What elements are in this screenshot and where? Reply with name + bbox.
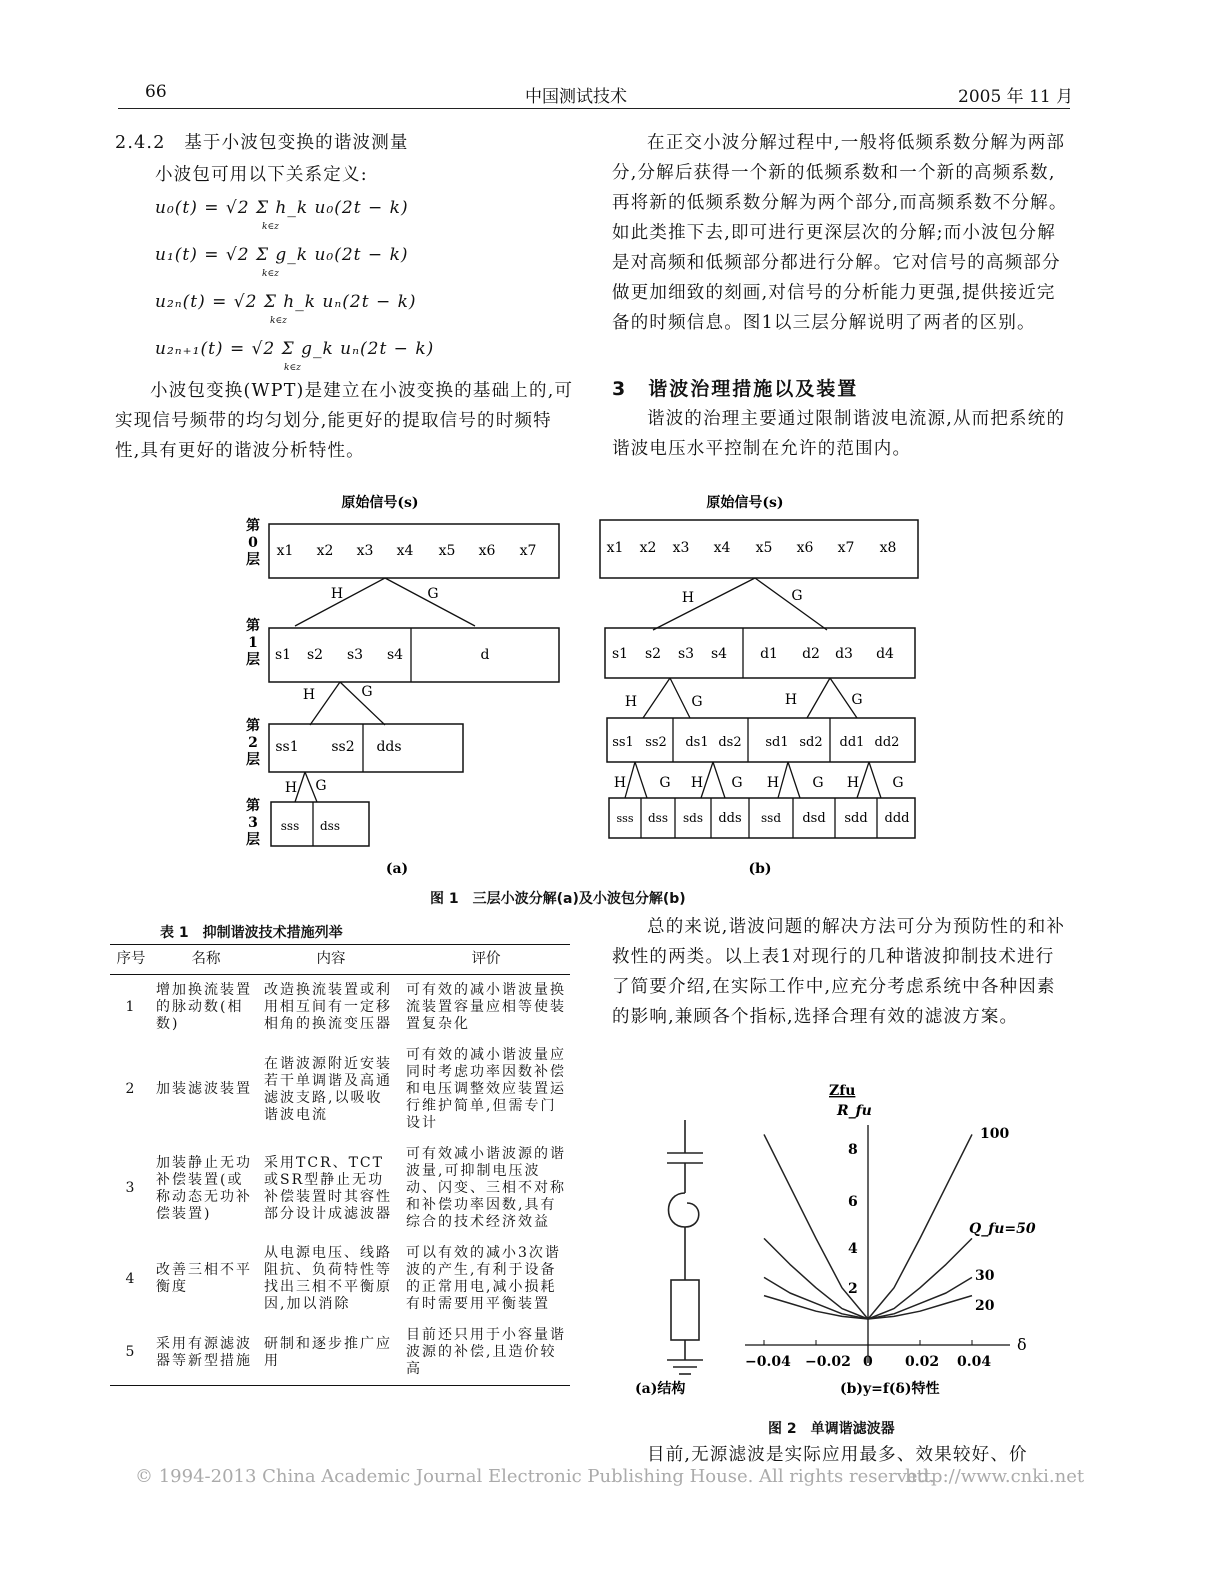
table-header-row: [110, 945, 570, 975]
figure-1-caption: 图 1 三层小波分解(a)及小波包分解(b): [430, 891, 686, 907]
fig1b-l0-cell: x2: [639, 540, 657, 556]
fig2-sub-b: (b)y=f(δ)特性: [840, 1381, 940, 1397]
table-cell: 可有效减小谐波源的谐波量,可抑制电压波动、闪变、三相不对称和补偿功率因数,具有综合的技术经济效益: [406, 1146, 566, 1230]
fig1a-level-2: 第 2 层: [246, 718, 260, 768]
x-tick-label: 0.04: [957, 1354, 992, 1370]
fig1b-l1-cell: d3: [835, 646, 853, 662]
fig1a-l0-cell: x1: [276, 543, 294, 559]
fig1b-l2-cell: ds2: [718, 735, 742, 750]
table-cell: 2: [125, 1081, 137, 1097]
eq-subscript: k∈z: [262, 222, 279, 232]
table-cell: 可有效的减小谐波量换流装置容量应相等使装置复杂化: [406, 982, 566, 1032]
fig1a-l3-cell: sss: [280, 819, 300, 833]
figure-1-diagram: [235, 480, 965, 890]
fig1-sub-a: (a): [385, 861, 409, 877]
section-3-heading: 3 谐波治理措施以及装置: [612, 378, 859, 400]
x-tick-label: −0.04: [745, 1354, 791, 1370]
fig1b-l3-cell: dds: [718, 811, 742, 826]
fig1b-l3-cell: dss: [648, 811, 668, 825]
x-tick-label: −0.02: [805, 1354, 851, 1370]
y-axis-label-1: Zfu: [829, 1083, 856, 1099]
fig1b-G0: G: [791, 588, 803, 604]
intro-text: 小波包可用以下关系定义:: [155, 165, 368, 185]
fig1a-l0-cell: x3: [356, 543, 374, 559]
filter-structure-diagram: [667, 1120, 703, 1374]
fig1b-l0-cell: x6: [796, 540, 814, 556]
fig1b-l2-cell: ss2: [645, 735, 667, 750]
fig1a-l0-cell: x2: [316, 543, 334, 559]
fig1a-l0-cell: x4: [396, 543, 414, 559]
x-tick-label: 0.02: [905, 1354, 940, 1370]
passive-filter-text: 目前,无源滤波是实际应用最多、效果较好、价: [647, 1445, 1028, 1465]
table-cell: 在谐波源附近安装若干单调谐及高通滤波支路,以吸收谐波电流: [264, 1055, 392, 1123]
equation-2: u₁(t) = √2 Σ g_k u₀(2t − k): [155, 245, 409, 265]
fig1b-l2-cell: dd1: [839, 735, 865, 750]
table-row: [110, 1238, 570, 1320]
fig1b-H2: H: [613, 775, 627, 791]
table-cell: 4: [125, 1270, 137, 1287]
fig1a-level0-box: [269, 524, 559, 578]
fig1b-l2-cell: sd1: [765, 735, 789, 750]
fig1b-H2: H: [846, 775, 860, 791]
table-cell: 可有效的减小谐波量应同时考虑功率因数补偿和电压调整效应装置运行维护简单,但需专门设计: [406, 1047, 566, 1131]
journal-title: 中国测试技术: [525, 87, 627, 107]
table-header: 评价: [402, 945, 570, 975]
fig1a-H1: H: [302, 687, 316, 703]
fig1b-l0-cell: x8: [879, 540, 897, 556]
figure-2-caption: 图 2 单调谐滤波器: [768, 1421, 895, 1437]
fig1a-H0: H: [330, 586, 344, 602]
fig1a-l1-cell: s2: [306, 647, 324, 663]
y-axis-label-2: R_fu: [837, 1103, 872, 1119]
fig1b-l0-cell: x4: [713, 540, 731, 556]
table-cell: 加装滤波装置: [156, 1081, 252, 1097]
fig1a-branch-0: [295, 578, 475, 626]
fig1b-G2: G: [892, 775, 904, 791]
fig1b-l3-cell: ssd: [761, 811, 781, 825]
fig1a-level0-labels: [277, 543, 537, 559]
equation-3: u₂ₙ(t) = √2 Σ h_k uₙ(2t − k): [155, 292, 417, 312]
fig1b-G2: G: [812, 775, 824, 791]
fig1b-l0-cell: x1: [606, 540, 624, 556]
x-tick-label: 0: [863, 1354, 873, 1370]
fig1a-l0-cell: x5: [438, 543, 456, 559]
fig1b-l1-cell: s4: [710, 646, 728, 662]
curve-label-100: 100: [980, 1126, 1010, 1142]
fig1b-l1-cell: s2: [644, 646, 662, 662]
fig1b-l1-cell: d4: [876, 646, 894, 662]
fig1b-G2: G: [659, 775, 671, 791]
fig1b-l2-cell: ss1: [612, 735, 634, 750]
table-cell: 3: [125, 1180, 137, 1196]
wpt-paragraph-text: 小波包变换(WPT)是建立在小波变换的基础上的,可实现信号频带的均匀划分,能更好的提取信号的时频特性,具有更好的谐波分析特性。: [115, 381, 574, 461]
summary-paragraph-text: 总的来说,谐波问题的解决方法可分为预防性的和补救性的两类。以上表1对现行的几种谐波抑制技术进行了简要介绍,在实际工作中,应充分考虑系统中各种因素的影响,兼顾各个指标,选择合理有效的滤波方案。: [612, 917, 1066, 1027]
harmonic-control-paragraph: [612, 404, 1070, 464]
x-axis-label: δ: [1017, 1335, 1027, 1354]
table-cell: 加装静止无功补偿装置(或称动态无功补偿装置): [156, 1154, 252, 1222]
fig1b-l3-cell: dsd: [802, 811, 826, 826]
table-cell: 5: [110, 1320, 152, 1386]
table-header: 序号: [110, 945, 152, 975]
wpt-paragraph: [115, 376, 575, 466]
header-rule: [118, 108, 1070, 109]
fig1b-l1-cell: d2: [802, 646, 820, 662]
fig1a-l1-cell: s4: [386, 647, 404, 663]
fig1a-l2-cell: ss2: [331, 739, 355, 755]
copyright-footer: © 1994-2013 China Academic Journal Electronic Publishing House. All rights reserved.: [135, 1466, 935, 1487]
fig1a-l2-cell: dds: [376, 739, 402, 755]
fig1b-H1: H: [784, 692, 798, 708]
table-cell: 从电源电压、线路阻抗、负荷特性等找出三相不平衡原因,加以消除: [264, 1245, 392, 1312]
summary-paragraph: [612, 912, 1070, 1032]
fig1b-G2: G: [731, 775, 743, 791]
fig1b-G1: G: [691, 694, 703, 710]
fig1a-level-1: 第 1 层: [246, 618, 260, 668]
fig1a-l3-cell: dss: [320, 819, 340, 833]
section-heading-2-4-2: 2.4.2 基于小波包变换的谐波测量: [115, 133, 409, 153]
fig1b-l2-cell: sd2: [799, 735, 823, 750]
equation-1: u₀(t) = √2 Σ h_k u₀(2t − k): [155, 198, 409, 218]
fig1b-l1-cell: s3: [677, 646, 695, 662]
fig1b-l1-cell: s1: [611, 646, 629, 662]
fig1a-l2-cell: ss1: [275, 739, 299, 755]
fig1a-G2: G: [315, 778, 327, 794]
table-cell: 1: [125, 999, 137, 1015]
fig1b-l3-cell: sss: [616, 812, 634, 825]
eq-subscript: k∈z: [284, 363, 301, 373]
fig1b-title: 原始信号(s): [706, 495, 784, 511]
table-1: [110, 944, 570, 1386]
fig1b-l2-cell: dd2: [874, 735, 900, 750]
fig1b-H1: H: [624, 694, 638, 710]
page-number: 66: [145, 82, 167, 102]
table-cell: 采用TCR、TCT或SR型静止无功补偿装置时其容性部分设计成滤波器: [264, 1154, 392, 1222]
table-cell: 改造换流装置或利用相互间有一定移相角的换流变压器: [264, 982, 392, 1032]
issue-date: 2005 年 11 月: [958, 87, 1074, 107]
fig1-sub-b: (b): [748, 861, 772, 877]
equation-4: u₂ₙ₊₁(t) = √2 Σ g_k uₙ(2t − k): [155, 339, 435, 359]
fig1b-l0-cell: x7: [837, 540, 855, 556]
fig1b-l3-cell: sds: [683, 811, 703, 825]
fig1a-level-0: 第 0 层: [246, 518, 260, 568]
fig1b-l3-cell: sdd: [844, 811, 868, 826]
fig1b-G1: G: [851, 692, 863, 708]
fig1a-l1-cell: s1: [274, 647, 292, 663]
table-header: 名称: [152, 945, 260, 975]
fig1b-l1-cell: d1: [760, 646, 778, 662]
harmonic-control-text: 谐波的治理主要通过限制谐波电流源,从而把系统的谐波电压水平控制在允许的范围内。: [612, 409, 1066, 459]
figure-2: [615, 1075, 1070, 1445]
table-row: [110, 1320, 570, 1386]
eq-subscript: k∈z: [262, 269, 279, 279]
fig1b-l3-cell: ddd: [884, 811, 910, 826]
fig1a-H2: H: [284, 780, 298, 796]
wavelet-paragraph-text: 在正交小波分解过程中,一般将低频系数分解为两部分,分解后获得一个新的低频系数和一个新的高频系数,再将新的低频系数分解为两个部分,而高频系数不分解。如此类推下去,即可进行更深层次的分解;而小波包分解是对高频和低频部分都进行分解。它对信号的高频部分做更加细致的刻画,对信号的分析能力更强,提供接近完备的时频信息。图1以三层分解说明了两者的区别。: [612, 133, 1068, 333]
fig1a-l0-cell: x7: [519, 543, 537, 559]
fig1b-l2-cell: ds1: [685, 735, 709, 750]
table-row: [110, 975, 570, 1041]
fig1a-l1-cell: d: [480, 647, 490, 663]
cnki-url[interactable]: http://www.cnki.net: [905, 1466, 1085, 1487]
fig1b-H2: H: [766, 775, 780, 791]
table-header: 内容: [260, 945, 402, 975]
table-cell: 增加换流装置的脉动数(相数): [156, 982, 252, 1032]
table-cell: 目前还只用于小容量谐波源的补偿,且造价较高: [402, 1320, 570, 1386]
curve-label-20: 20: [975, 1298, 995, 1314]
y-tick-label: 8: [848, 1142, 858, 1158]
fig1a-l1-cell: s3: [346, 647, 364, 663]
fig1a-G1: G: [361, 684, 373, 700]
table-cell: 采用有源滤波器等新型措施: [152, 1320, 260, 1386]
eq-subscript: k∈z: [270, 316, 287, 326]
table-cell: 改善三相不平衡度: [156, 1262, 252, 1295]
y-tick-label: 6: [848, 1194, 858, 1210]
y-tick-label: 2: [848, 1281, 858, 1297]
table-cell: 可以有效的减小3次谐波的产生,有利于设备的正常用电,减小损耗有时需要用平衡装置: [406, 1245, 561, 1312]
fig1b-l0-cell: x5: [755, 540, 773, 556]
fig1b-l0-cell: x3: [672, 540, 690, 556]
wavelet-paragraph: [612, 128, 1070, 338]
table-1-title: 表 1 抑制谐波技术措施列举: [160, 925, 343, 941]
y-tick-label: 4: [848, 1241, 858, 1257]
fig1a-l0-cell: x6: [478, 543, 496, 559]
table-row: [110, 1040, 570, 1139]
fig1a-G0: G: [427, 586, 439, 602]
table-row: [110, 1139, 570, 1238]
fig2-sub-a: (a)结构: [635, 1381, 686, 1397]
fig1b-H0: H: [681, 590, 695, 606]
curve-label-50: Q_fu=50: [969, 1221, 1036, 1237]
fig1a-title: 原始信号(s): [341, 495, 419, 511]
fig1b-H2: H: [690, 775, 704, 791]
table-cell: 研制和逐步推广应用: [260, 1320, 402, 1386]
fig1a-level-3: 第 3 层: [246, 798, 260, 848]
curve-label-30: 30: [975, 1268, 995, 1284]
